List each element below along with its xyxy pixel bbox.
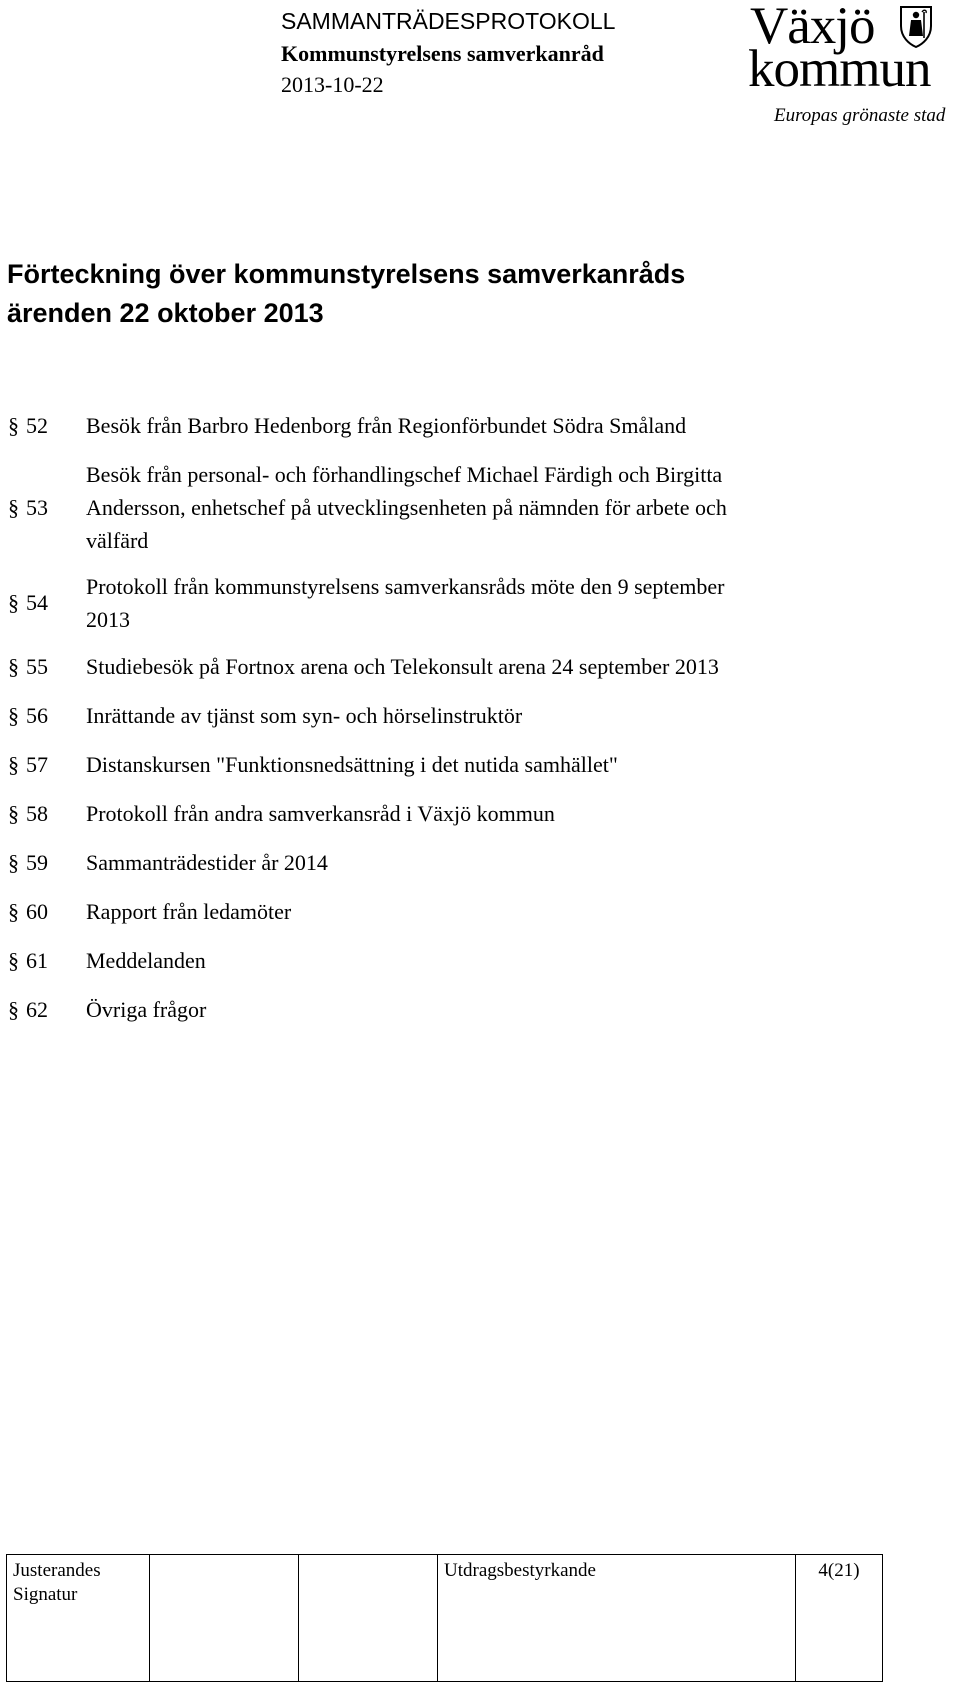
item-number: 59: [26, 850, 48, 875]
item-number: 55: [26, 654, 48, 679]
agenda-item: [0, 895, 960, 928]
item-text-line: Distanskursen "Funktionsnedsättning i det nutida samhället": [86, 752, 618, 777]
paragraph-symbol: §: [8, 850, 19, 875]
agenda-item: [0, 650, 960, 683]
item-text-line: 2013: [86, 607, 130, 632]
item-text: [86, 944, 876, 977]
page-number: 4(21): [818, 1560, 860, 1581]
item-text: [86, 650, 876, 683]
item-text-line: Meddelanden: [86, 948, 206, 973]
document-title-line-1: Förteckning över kommunstyrelsens samverkanråds: [7, 259, 686, 289]
agenda-item: [0, 570, 960, 636]
committee-name: Kommunstyrelsens samverkanråd: [281, 41, 604, 66]
item-text-line: Rapport från ledamöter: [86, 899, 292, 924]
item-text-line: Inrättande av tjänst som syn- och hörselinstruktör: [86, 703, 523, 728]
item-text-line: välfärd: [86, 528, 149, 553]
justerandes-cell: [7, 1555, 150, 1682]
item-text: [86, 570, 876, 636]
signatur-label: Signatur: [13, 1584, 78, 1605]
paragraph-symbol: §: [8, 590, 19, 615]
utdragsbestyrkande-cell: [438, 1555, 796, 1682]
item-number: 53: [26, 495, 48, 520]
agenda-item: [0, 748, 960, 781]
item-text-line: Protokoll från kommunstyrelsens samverkansråds möte den 9 september: [86, 574, 725, 599]
paragraph-symbol: §: [8, 495, 19, 520]
item-text-line: Andersson, enhetschef på utvecklingsenheten på nämnden för arbete och: [86, 495, 727, 520]
page-number-cell: [796, 1555, 883, 1682]
paragraph-symbol: §: [8, 413, 19, 438]
item-number: 56: [26, 703, 48, 728]
item-text: [86, 797, 876, 830]
document-title-line-2: ärenden 22 oktober 2013: [7, 298, 324, 328]
item-text-line: Besök från personal- och förhandlingschef Michael Färdigh och Birgitta: [86, 462, 723, 487]
item-text: [86, 458, 876, 557]
item-text: [86, 699, 876, 732]
logo-tagline: Europas grönaste stad: [774, 105, 946, 126]
agenda-item: [0, 409, 960, 442]
logo-line-2: kommun: [748, 40, 931, 98]
agenda-item: [0, 797, 960, 830]
paragraph-symbol: §: [8, 752, 19, 777]
item-text-line: Besök från Barbro Hedenborg från Regionförbundet Södra Småland: [86, 413, 687, 438]
agenda-item: [0, 993, 960, 1026]
item-text-line: Studiebesök på Fortnox arena och Telekonsult arena 24 september 2013: [86, 654, 719, 679]
signature-box: [150, 1555, 299, 1682]
item-text: [86, 895, 876, 928]
signature-box: [299, 1555, 438, 1682]
item-text-line: Protokoll från andra samverkansråd i Växjö kommun: [86, 801, 555, 826]
vaxjo-kommun-logo: [746, 0, 960, 135]
item-number: 54: [26, 590, 48, 615]
paragraph-symbol: §: [8, 801, 19, 826]
paragraph-symbol: §: [8, 948, 19, 973]
justerandes-label: Justerandes: [13, 1560, 101, 1581]
item-number: 61: [26, 948, 48, 973]
agenda-item: [0, 944, 960, 977]
signature-footer-table: [6, 1554, 883, 1682]
item-text-line: Övriga frågor: [86, 997, 207, 1022]
protocol-type: SAMMANTRÄDESPROTOKOLL: [281, 8, 616, 34]
item-text: [86, 993, 876, 1026]
item-text: [86, 846, 876, 879]
item-number: 62: [26, 997, 48, 1022]
item-text-line: Sammanträdestider år 2014: [86, 850, 328, 875]
agenda-item: [0, 458, 960, 557]
item-number: 60: [26, 899, 48, 924]
paragraph-symbol: §: [8, 899, 19, 924]
paragraph-symbol: §: [8, 997, 19, 1022]
meeting-date: 2013-10-22: [281, 72, 384, 97]
item-number: 57: [26, 752, 48, 777]
utdragsbestyrkande-label: Utdragsbestyrkande: [444, 1560, 596, 1581]
document-title: [7, 255, 907, 333]
paragraph-symbol: §: [8, 703, 19, 728]
item-number: 52: [26, 413, 48, 438]
item-number: 58: [26, 801, 48, 826]
agenda-item: [0, 699, 960, 732]
logo-line-1: Växjö: [750, 0, 875, 55]
agenda-item: [0, 846, 960, 879]
item-text: [86, 409, 876, 442]
item-text: [86, 748, 876, 781]
paragraph-symbol: §: [8, 654, 19, 679]
